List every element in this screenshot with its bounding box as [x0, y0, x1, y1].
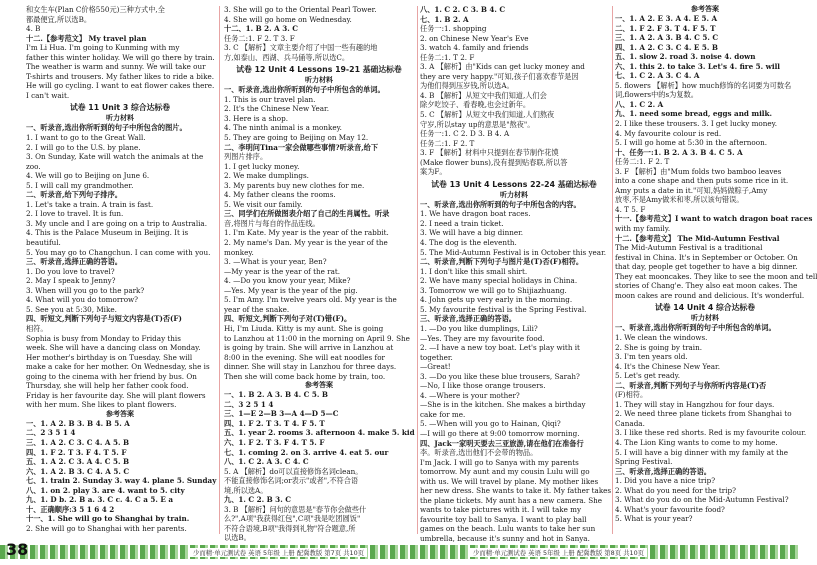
text-line: 七、1. C 2. A 3. C 4. A: [615, 71, 700, 81]
text-line: 3. Here is a shop.: [224, 113, 289, 123]
section-title: 试卷 11 Unit 3 综合达标卷: [70, 103, 170, 113]
text-line: games on the beach. Lulu wants to take her sun: [420, 524, 596, 534]
section-title: 试卷 12 Unit 4 Lessons 19-21 基础达标卷: [236, 65, 402, 75]
text-line: to Lanzhou at 11:00 in the morning on April 9. She: [224, 333, 410, 343]
text-line: —I will go there at 9:00 tomorrow morning.: [420, 428, 580, 438]
text-line: 任务二:1. F 2. T 3. F: [224, 33, 295, 43]
text-line: 一、听录音,选出你所听到的句子中所包含的单词。: [615, 323, 776, 333]
text-line: umbrella, because it's sunny and hot in Sanya.: [420, 533, 590, 543]
column-4: [615, 5, 817, 537]
text-line: 4. What's your favourite food?: [615, 504, 725, 514]
text-line: (F)相符。: [615, 390, 648, 400]
text-line: 和女生车(Plan C价格550元)三种方式中,全: [26, 5, 165, 14]
text-line: 3. —What is your year, Ben?: [224, 257, 327, 267]
section-title: 试卷 13 Unit 4 Lessons 22-24 基础达标卷: [431, 179, 597, 189]
text-line: 2. We make dumplings.: [224, 171, 309, 181]
text-line: festival in China. It's in September or October. On: [615, 252, 798, 262]
text-line: 三、听录音,选择正确的答语。: [615, 466, 711, 476]
answers-heading: 参考答案: [305, 381, 333, 390]
text-line: 4. What will you do tomorrow?: [26, 295, 139, 305]
text-line: 八、1. on 2. play 3. are 4. want to 5. city: [26, 485, 185, 495]
text-line: favourite toy ball to Sanya. I want to play ball: [420, 514, 587, 524]
text-line: zoo.: [26, 161, 41, 171]
text-line: 一、1. A 2. E 3. A 4. E 5. A: [615, 14, 718, 23]
answers-heading: 参考答案: [106, 409, 134, 418]
text-line: 4. It's the Chinese New Year.: [615, 361, 720, 371]
column-divider: [612, 6, 613, 534]
text-line: 六、1. F 2. T 3. F 4. T 5. F: [224, 437, 325, 447]
text-line: 2. She is going by train.: [615, 342, 703, 352]
section-title: 试卷 14 Unit 4 综合达标卷: [655, 303, 755, 313]
text-line: 5. C 【解析】从短文中我们知道,人们熬夜: [420, 110, 555, 120]
section-subtitle: 听力材料: [106, 114, 134, 123]
listening-script: [420, 199, 612, 544]
text-line: 3. B 【解析】问句的意思是"春节你会做些什: [224, 504, 367, 514]
text-line: 一、听录音,选出你所听到的句子中所包含的单词。: [224, 85, 385, 95]
text-line: 二、李明问Tina一家会做哪些事情?听录音,给下: [224, 142, 379, 152]
text-line: 除夕吃饺子、看春晚,也会过新年。: [420, 100, 531, 110]
text-line: 1. I don't like this small shirt.: [420, 266, 528, 276]
text-line: the plane tickets. My aunt has a new camera. She: [420, 495, 603, 505]
text-line: 4. My favourite colour is red.: [615, 128, 722, 138]
text-line: 5. —When will you go to Hainan, Qiqi?: [420, 419, 561, 429]
text-line: make a cake for her mother. On Wednesday, she is: [26, 362, 210, 372]
text-line: 5. flowers 【解析】how much修饰的名词要为可数名: [615, 80, 792, 90]
text-line: 3. When will you go to the park?: [26, 285, 145, 295]
text-line: 1. I get lucky money.: [224, 161, 300, 171]
text-line: 1. I'm Kate. My year is the year of the rabbit.: [224, 228, 389, 238]
text-line: with my family.: [615, 224, 671, 234]
text-line: 5. I will go home at 5:30 in the afternoon.: [615, 138, 767, 148]
footer-left-caption: 少而精·单元测试卷 英语 5年级 上册 配冀教版 第7页 共10页: [190, 548, 367, 557]
text-line: 方,如泰山、西湖、兵马俑等,所以选C。: [224, 52, 350, 62]
section-subtitle: 听力材料: [691, 314, 719, 323]
text-line: her new dress. She wants to take it. My father takes: [420, 486, 612, 496]
text-line: 一、1. B 2. A 3. B 4. C 5. B: [224, 390, 328, 400]
text-line: I'm Li Hua. I'm going to Kunming with my: [26, 43, 180, 53]
text-line: 4. B 【解析】从短文中我们知道,人们会: [420, 90, 547, 100]
text-line: 2. What do you need for the trip?: [615, 485, 736, 495]
text-block-top: [420, 5, 608, 177]
answers-list: [224, 390, 414, 543]
text-line: year of the snake.: [224, 304, 290, 314]
text-line: 十一.【参考范文】I want to watch dragon boat races: [615, 214, 813, 224]
text-line: 八、1. C 2. A: [615, 99, 664, 109]
text-line: They eat mooncakes. They like to see the moon and tell: [615, 271, 817, 281]
text-line: is going by train. She will arrive in Lanzhou at: [224, 343, 394, 353]
text-line: 3. I like these red shorts. Red is my favourite colour.: [615, 428, 807, 438]
text-line: 三、同学们在所做图表介绍了自己的生肖属性。听录: [224, 209, 390, 219]
text-line: 七、1. B 2. A: [420, 14, 469, 24]
text-line: 任务一:1. shopping: [420, 24, 487, 34]
text-line: 四、Jack一家明天要去三亚旅游,请在他们在准备行: [420, 438, 584, 448]
text-line: —She is in the kitchen. She makes a birthday: [420, 400, 586, 410]
text-line: 九、1. need some bread, eggs and milk.: [615, 109, 773, 119]
text-line: 3. On Sunday, Kate will watch the animals at the: [26, 152, 204, 162]
text-line: 3. What do you do on the Mid-Autumn Festival?: [615, 495, 789, 505]
text-line: 5. The Mid-Autumn Festival is in October this year.: [420, 247, 607, 257]
text-line: 3. F 【解析】材料中只提到在春节制作花馍: [420, 148, 559, 158]
text-line: week. She will have a dancing class on Monday.: [26, 343, 201, 353]
text-line: 二、听录音,判断下列句子与你所听内容是(T)否: [615, 380, 767, 390]
text-line: 1. They will stay in Hangzhou for four days.: [615, 399, 775, 409]
text-line: 5. I'm Amy. I'm twelve years old. My year is the: [224, 295, 397, 305]
text-line: 2. It's the Chinese New Year.: [224, 104, 329, 114]
text-line: 3. —Do you like these blue trousers, Sarah?: [420, 371, 580, 381]
text-line: —Great!: [420, 362, 451, 372]
answers-heading: 参考答案: [691, 5, 719, 13]
text-line: Friday is her favourite day. She will plant flowers: [26, 390, 206, 400]
text-line: monkey.: [224, 247, 254, 257]
text-line: 2. We have many special holidays in China.: [420, 276, 578, 286]
text-line: 1. —Do you like dumplings, Lili?: [420, 323, 538, 333]
text-line: Thursday, she will help her father cook food.: [26, 381, 189, 391]
text-line: 二、3 2 5 1 4: [224, 399, 274, 409]
column-1: [26, 5, 217, 537]
text-line: dinner. She will stay in Lanzhou for three days.: [224, 362, 397, 372]
text-line: 词,flowers中的s为复数。: [615, 90, 698, 100]
page-number: 38: [6, 540, 29, 559]
text-line: 任务二:1. F 2. T: [615, 157, 670, 167]
text-line: 3. Tomorrow we will go to Shijiazhuang.: [420, 285, 567, 295]
text-line: 2. I love to travel. It is fun.: [26, 209, 124, 219]
text-line: 4. B: [26, 24, 41, 34]
text-line: 八、1. C 2. C 3. B 4. C: [420, 5, 506, 14]
text-line: 1. Let's take a train. A train is fast.: [26, 199, 154, 209]
text-line: 八、1. C 2. A 3. C 4. C: [224, 457, 309, 467]
text-line: 1. Do you love to travel?: [26, 266, 115, 276]
text-line: 列图片排序。: [224, 152, 268, 162]
text-line: 8:00 in the evening. She will eat noodles for: [224, 352, 385, 362]
column-2: [224, 5, 415, 543]
text-line: 十、任务一:1. B 2. A 3. B 4. C 5. A: [615, 147, 743, 157]
text-line: 九、1. D b. 2. B a. 3. C c. 4. C a 5. E a: [26, 495, 174, 505]
text-line: going to the cinema with her friend by bus. On: [26, 371, 197, 381]
text-line: they are very happy."可知,孩子们喜欢春节是因: [420, 71, 579, 81]
text-line: 四、1. F 2. T 3. F 4. T 5. F: [26, 447, 127, 457]
text-line: I can't wait.: [26, 90, 70, 100]
text-line: Sophia is busy from Monday to Friday this: [26, 333, 181, 343]
listening-script: [224, 85, 414, 381]
text-line: 3. watch 4. family and friends: [420, 43, 529, 53]
text-line: 放枣,不是Amy做米和枣,所以该句错误。: [615, 195, 744, 205]
footer-decorative-strip: [0, 545, 800, 559]
text-line: 二、听录音,给下列句子排序。: [26, 190, 122, 200]
text-line: 境,所以选A。: [224, 485, 268, 495]
text-line: 5. I will have a big dinner with my family at the: [615, 447, 788, 457]
text-line: 九、1. C 2. B 3. C: [224, 495, 291, 505]
text-block-top: [26, 5, 214, 100]
text-line: with her mum. She likes to plant flowers.: [26, 400, 177, 410]
answers-list: [26, 418, 217, 534]
text-line: 2. She will go to Shanghai with her parents.: [26, 523, 187, 533]
text-line: 二、1. F 2. F 3. T 4. F 5. T: [615, 23, 716, 33]
text-line: 5. They are going to Beijing on May 12.: [224, 133, 369, 143]
text-line: 三、听录音,选择正确的答语。: [26, 257, 122, 267]
text-line: 任务二:1. F 2. T: [420, 138, 475, 148]
text-line: 一、听录音,选出你所听到的句子中所包含的图片。: [26, 123, 187, 133]
text-line: 四、1. A 2. C 3. C 4. E 5. B: [615, 42, 718, 52]
text-line: 二、2 3 5 1 4: [26, 428, 76, 438]
text-line: beautiful.: [26, 238, 61, 248]
text-line: cake for me.: [420, 409, 466, 419]
text-line: 五、1. A 2. C 3. A 4. C 5. B: [26, 457, 130, 467]
text-line: 4. —Where is your mother?: [420, 390, 520, 400]
text-line: into a cone shape and then puts some rice in it.: [615, 176, 789, 186]
text-line: 都最便宜,所以选B。: [26, 14, 92, 24]
text-line: 十二.【参考范文】 My travel plan: [26, 33, 147, 43]
text-line: Canada.: [615, 418, 645, 428]
text-line: —My year is the year of the rat.: [224, 266, 341, 276]
text-line: 五、1. slow 2. road 3. noise 4. down: [615, 52, 756, 62]
text-line: 3. F 【解析】由"Mum folds two bamboo leaves: [615, 166, 782, 176]
text-line: (Make flower buns),没有提到贴春联,所以答: [420, 157, 568, 167]
text-line: 4. We will go to Beijing on June 6.: [26, 171, 150, 181]
model-essay: [615, 233, 817, 301]
text-line: 四、听短文,判断下列句子与短文内容是(T)否(F): [26, 314, 182, 324]
answers-list: [615, 14, 813, 234]
text-line: 相符。: [26, 323, 48, 333]
text-line: 六、1. A 2. B 3. C 4. A 5. C: [26, 466, 130, 476]
text-line: 1. We have dragon boat races.: [420, 209, 531, 219]
text-line: 2. —I have a new toy boat. Let's play with it: [420, 343, 580, 353]
column-divider: [417, 6, 418, 534]
text-line: —Yes. My year is the year of the pig.: [224, 285, 358, 295]
text-line: T-shirts and trousers. My father likes to ride a bike.: [26, 71, 214, 81]
text-line: 案为F。: [420, 167, 447, 177]
text-line: 3. A 【解析】由"Kids can get lucky money and: [420, 62, 585, 72]
text-line: 5. Let's get ready.: [615, 371, 680, 381]
column-divider: [219, 6, 220, 534]
text-line: with us. We will travel by plane. My mother likes: [420, 476, 599, 486]
text-line: 3. C 【解析】文章主要介绍了中国一些有趣的地: [224, 43, 378, 53]
text-line: 李。听录音,选出他们不会带的物品。: [420, 448, 538, 458]
text-line: 任务二:1. T 2. F: [420, 52, 475, 62]
text-line: father this winter holiday. We will go there by train.: [26, 52, 215, 62]
text-line: 一、听录音,选出你所听到的句子中所包含的内容。: [420, 199, 581, 209]
text-line: 4. The dog is the eleventh.: [420, 238, 517, 248]
text-line: 3. My parents buy new clothes for me.: [224, 180, 365, 190]
text-line: 不能直接修饰名词;or表示"或者",不符合语: [224, 476, 359, 486]
text-line: stories of Chang'e. They also eat moon cakes. The: [615, 281, 798, 291]
text-line: 5. See you at 5:30, Mike.: [26, 304, 117, 314]
text-line: 4. This is the Palace Museum in Beijing. It is: [26, 228, 189, 238]
text-line: 以选B。: [224, 533, 251, 543]
text-line: 么?",A项"我获得红包",C项"我是吃团圆饭": [224, 514, 361, 524]
section-subtitle: 听力材料: [305, 76, 333, 85]
text-line: 2. I like these trousers. 3. I get lucky money.: [615, 119, 778, 129]
text-line: 十二、1. B 2. A 3. C: [224, 24, 298, 34]
text-line: 3. We will have a big dinner.: [420, 228, 524, 238]
text-line: 2. We need three plane tickets from Shanghai to: [615, 409, 792, 419]
text-line: 1. I want to go to the Great Wall.: [26, 133, 146, 143]
text-line: 六、1. this 2. to take 3. Let's 4. fire 5. will: [615, 61, 781, 71]
text-line: 十一、1. She will go to Shanghai by train.: [26, 514, 190, 524]
text-line: 4. John gets up very early in the morning.: [420, 295, 573, 305]
text-line: Hi, I'm Liuda. Kitty is my aunt. She is going: [224, 323, 384, 333]
text-line: 4. She will go home on Wednesday.: [224, 14, 352, 24]
text-line: 三、听录音,选择正确的答语。: [420, 314, 516, 324]
text-line: moon cakes are round and delicious. It's wonderful.: [615, 290, 805, 300]
text-line: 3. She will go to the Oriental Pearl Tower.: [224, 5, 377, 14]
text-line: 5. What is your year?: [615, 514, 693, 524]
listening-script: [26, 123, 214, 409]
text-line: Then she will come back home by train, too.: [224, 371, 386, 381]
text-line: 1. We clean the windows.: [615, 332, 708, 342]
text-line: 七、1. coming 2. on 3. arrive 4. eat 5. our: [224, 447, 389, 457]
listening-script: [615, 323, 807, 524]
text-line: 2. My name's Dan. My year is the year of the: [224, 238, 388, 248]
text-line: He will go cycling. I want to eat flower cakes there.: [26, 81, 215, 91]
text-line: that day, people get together to have a big dinner.: [615, 262, 798, 272]
text-line: 七、1. train 2. Sunday 3. way 4. plane 5. Sunday: [26, 476, 217, 486]
text-line: tomorrow. My aunt and my cousin Lulu will go: [420, 467, 590, 477]
text-line: 三、1. A 2. C 3. C 4. A 5. B: [26, 437, 130, 447]
text-line: 五、1. year 2. rooms 3. afternoon 4. make 5. kid: [224, 428, 415, 438]
text-line: 音,将图片与每自的作品连线。: [224, 218, 320, 228]
text-line: 4. My father cleans the rooms.: [224, 190, 336, 200]
text-line: —No, I like those orange trousers.: [420, 381, 546, 391]
text-line: 5. We visit our family.: [224, 199, 303, 209]
text-line: 2. on Chinese New Year's Eve: [420, 33, 529, 43]
section-subtitle: 听力材料: [500, 190, 528, 199]
text-line: together.: [420, 352, 453, 362]
text-line: 守岁,所以stay up的意思是"熬夜"。: [420, 119, 535, 129]
text-line: 5. My favourite festival is the Spring Festival.: [420, 304, 587, 314]
text-line: Spring Festival.: [615, 457, 673, 467]
text-line: 4. —Do you know your year, Mike?: [224, 276, 351, 286]
text-line: 5. A 【解析】do可以直接修饰名词clean。: [224, 466, 363, 476]
text-line: The Mid-Autumn Festival is a traditional: [615, 243, 763, 253]
text-block-top: [224, 5, 414, 62]
text-line: Her mother's birthday is on Tuesday. She will: [26, 352, 193, 362]
footer-right-caption: 少而精·单元测试卷 英语 5年级 上册 配冀教版 第8页 共10页: [470, 548, 647, 557]
text-line: The weather is warm and sunny. We will take our: [26, 62, 206, 72]
text-line: 4. The Lion King wants to come to my home.: [615, 437, 778, 447]
text-line: 4. The ninth animal is a monkey.: [224, 123, 342, 133]
text-line: 任务一:1. C 2. D 3. B 4. A: [420, 129, 510, 139]
text-line: —Yes. They are my favourite food.: [420, 333, 545, 343]
text-line: 2. May I speak to Jenny?: [26, 276, 116, 286]
text-line: 不符合语境,B项"我得到礼物"符合题意,所: [224, 523, 356, 533]
text-line: Amy puts a date in it."可知,妈妈做粽子,Amy: [615, 185, 768, 195]
text-line: 5. I will call my grandmother.: [26, 180, 134, 190]
text-line: 2. I will go to the U.S. by plane.: [26, 142, 141, 152]
text-line: 5. You may go to Changchun. I can come with you.: [26, 247, 211, 257]
text-line: 十、正确顺序:3 5 1 6 4 2: [26, 504, 115, 514]
text-line: 2. I need a train ticket.: [420, 218, 504, 228]
text-line: 4. T 5. F: [615, 204, 646, 214]
text-line: 1. Did you have a nice trip?: [615, 476, 716, 486]
text-line: I'm Jack. I will go to Sanya with my parents: [420, 457, 579, 467]
text-line: wants to take pictures with it. I will take my: [420, 505, 582, 515]
text-line: 四、1. F 2. T 3. T 4. F 5. T: [224, 418, 325, 428]
text-line: 为他们得到压岁钱,所以选A。: [420, 81, 514, 91]
text-line: 二、听录音,判断下列句子与图片是(T)否(F)相符。: [420, 257, 584, 267]
text-line: 三、1—E 2—B 3—A 4—D 5—C: [224, 409, 339, 419]
text-line: 3. My uncle and I are going on a trip to Australia.: [26, 218, 207, 228]
text-line: 四、听短文,判断下列句子对(T)错(F)。: [224, 314, 352, 324]
column-3: [420, 5, 612, 543]
text-line: 1. This is our travel plan.: [224, 94, 316, 104]
text-line: 十二.【参考范文】 The Mid-Autumn Festival: [615, 233, 780, 243]
text-line: 一、1. A 2. B 3. B 4. B 5. A: [26, 418, 130, 428]
text-line: 三、1. A 2. A 3. B 4. C 5. C: [615, 33, 719, 43]
text-line: 3. I'm ten years old.: [615, 352, 688, 362]
